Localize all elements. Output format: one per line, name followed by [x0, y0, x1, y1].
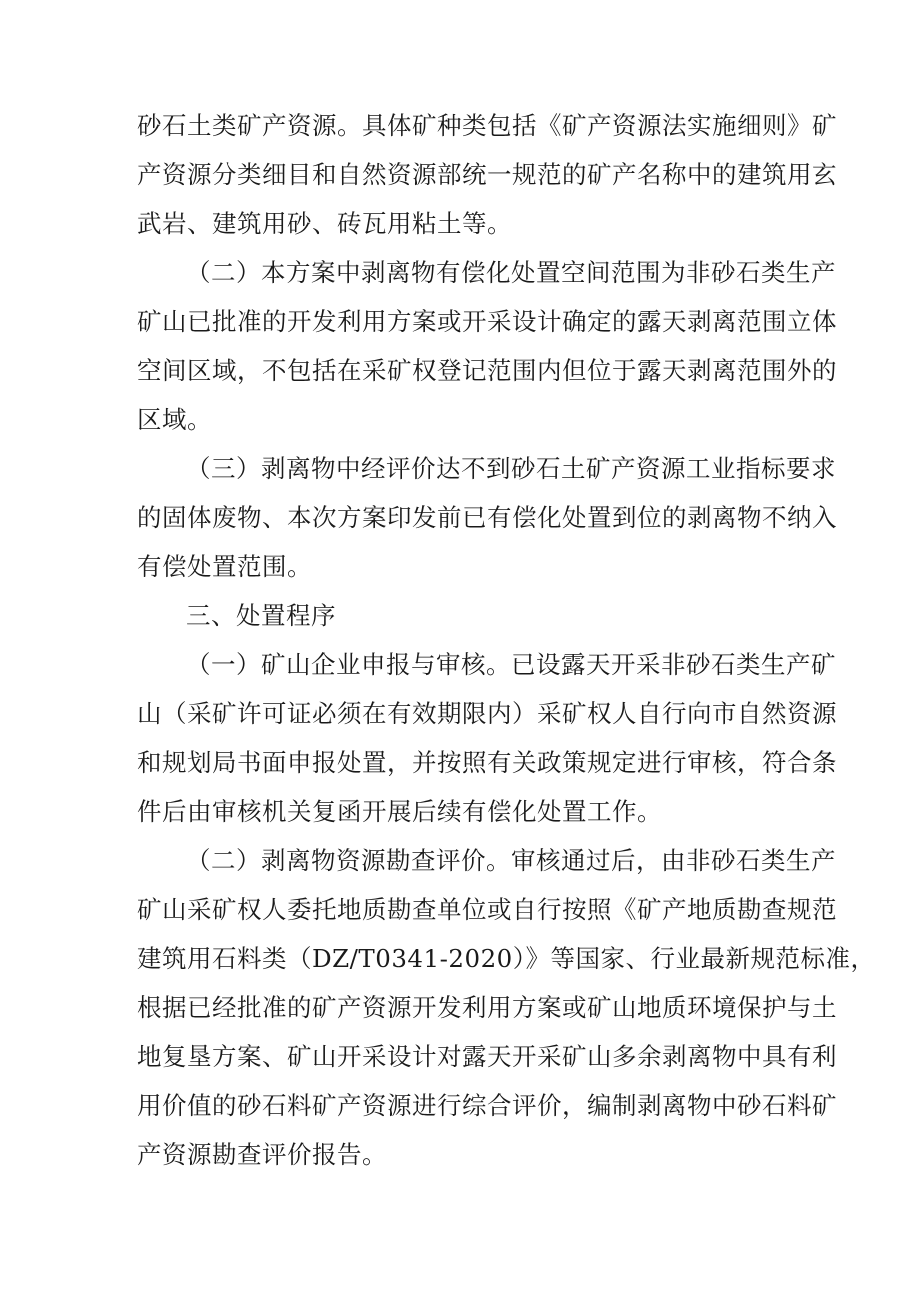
- text-line: 建筑用石料类（DZ/T0341-2020）》等国家、行业最新规范标准，: [137, 944, 876, 973]
- text-line: 有偿处置范围。: [137, 552, 312, 581]
- text-line: 用价值的砂石料矿产资源进行综合评价，编制剥离物中砂石料矿: [137, 1091, 837, 1120]
- section-heading: 三、处置程序: [186, 601, 336, 630]
- text-line: 件后由审核机关复函开展后续有偿化处置工作。: [137, 797, 662, 826]
- paragraph-first-line: （二）本方案中剥离物有偿化处置空间范围为非砂石类生产: [186, 258, 836, 287]
- text-line: 产资源分类细目和自然资源部统一规范的矿产名称中的建筑用玄: [137, 160, 837, 189]
- text-line: 矿山已批准的开发利用方案或开采设计确定的露天剥离范围立体: [137, 307, 837, 336]
- text-line: 根据已经批准的矿产资源开发利用方案或矿山地质环境保护与土: [137, 993, 837, 1022]
- text-line: 砂石土类矿产资源。具体矿种类包括《矿产资源法实施细则》矿: [137, 111, 837, 140]
- text-line: 地复垦方案、矿山开采设计对露天开采矿山多余剥离物中具有利: [137, 1042, 837, 1071]
- text-line: 空间区域，不包括在采矿权登记范围内但位于露天剥离范围外的: [137, 356, 837, 385]
- paragraph-first-line: （一）矿山企业申报与审核。已设露天开采非砂石类生产矿: [186, 650, 836, 679]
- paragraph-first-line: （二）剥离物资源勘查评价。审核通过后，由非砂石类生产: [186, 846, 836, 875]
- text-line: 武岩、建筑用砂、砖瓦用粘土等。: [137, 209, 512, 238]
- text-line: 区域。: [137, 405, 212, 434]
- text-line: 山（采矿许可证必须在有效期限内）采矿权人自行向市自然资源: [137, 699, 837, 728]
- text-line: 的固体废物、本次方案印发前已有偿化处置到位的剥离物不纳入: [137, 503, 837, 532]
- text-line: 和规划局书面申报处置，并按照有关政策规定进行审核，符合条: [137, 748, 837, 777]
- text-line: 产资源勘查评价报告。: [137, 1140, 387, 1169]
- text-line: 矿山采矿权人委托地质勘查单位或自行按照《矿产地质勘查规范: [137, 895, 837, 924]
- paragraph-first-line: （三）剥离物中经评价达不到砂石土矿产资源工业指标要求: [186, 454, 836, 483]
